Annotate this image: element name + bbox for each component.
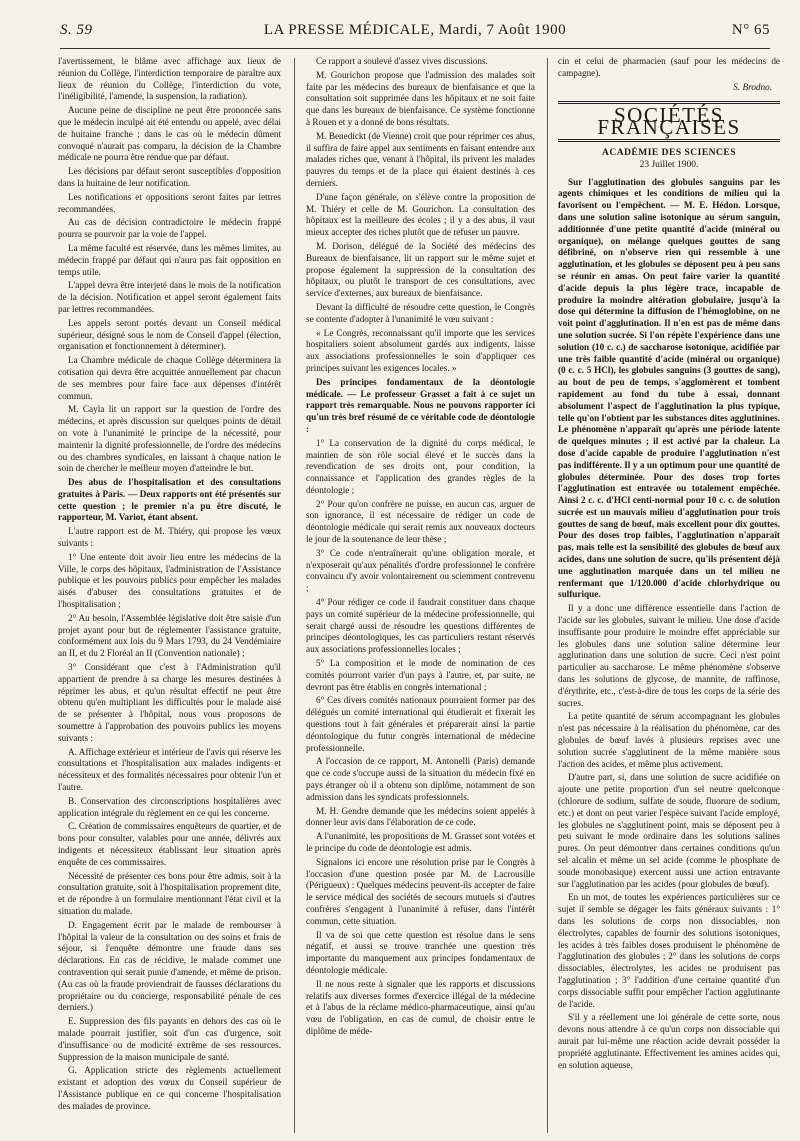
paragraph: G. Application stricte des règlements actuellement existant et adoption des vœux du Conseil supérieur de l'Assistance publique en ce qui concerne l'hospitalisation des malades de province.: [58, 1065, 281, 1111]
paragraph: D'une façon générale, on s'élève contre la proposition de M. Thiéry et celle de M. Gourichon. La consultation des hôpitaux est la meilleure des écoles ; il y a des abus, il vaut mieux accepter des riches plutôt que de refuser un pauvre.: [306, 191, 535, 238]
paragraph: E. Suppression des fils payants en dehors des cas où le malade pourrait justifier, soit d'un cas d'urgence, soit d'insuffisance ou de modicité extrême de ses ressources. Suppression de la maison municipale de santé.: [58, 1016, 281, 1062]
paragraph: l'avertissement, le blâme avec affichage aux lieux de réunion du Collège, l'interdiction temporaire de paraître aux lieux de réunion du Collège, l'interdiction du vote, l'inéligibilité, l'amende, la suspension, la radiation).: [58, 56, 281, 102]
article-paragraph: Sur l'agglutination des globules sanguins par les agents chimiques et les conditions de milieu qui la favorisent ou l'empêchent. — M. E. Hédon. Lorsque, dans une solution saline isotonique au sérum sanguin, additionnée d'une petite quantité d'acide (minéral ou organique), on mélange quelques gouttes de sang défibriné, on n'observe rien qui ressemble à une agglutination, et les globules se déposent peu à peu sans se réunir en amas. On peut faire varier la quantité d'acide depuis la plus légère trace, incapable de produire la moindre altération globulaire, jusqu'à la dose qui détermine la diffusion de l'hémoglobine, on ne voit point d'agglutination. Il n'en est pas de même dans une solution sucrée. Si l'on répète l'expérience dans une solution (10 c. c.) de saccharose isotonique, acidifiée par une très faible quantité d'acide (minéral ou organique) (0 c. c. 5 HCl), les globules sanguins (3 gouttes de sang), au bout de peu de temps, s'agglomèrent et tombent rapidement au fond du tube à essai, donnant absolument l'aspect de l'agglutination la plus typique, telle qu'on l'obtient par les substances dites agglutinines. Le phénomène n'apparaît qu'après une période latente de quelques minutes ; il est activé par la chaleur. La dose d'acide capable de produire l'agglutination n'est pas indifférente. Il y a un optimum pour une quantité de globules déterminée. Pour des doses trop fortes l'agglutination est entravée ou totalement empêchée. Ainsi 2 c. c. d'HCl centi-normal pour 10 c. c. de solution sucrée est un mauvais milieu d'agglutination pour trois gouttes de sang de bœuf, mais excellent pour dix gouttes. Pour des doses trop faibles, l'agglutination n'apparaît pas, mais telle est la sensibilité des globules de bœuf aux acides, dans une solution de sucre, qu'ils présentent déjà une agglutination marquée dans un tel milieu ne renfermant que 1/120.000 d'acide chlorhydrique ou sulfurique.: [558, 176, 780, 600]
paragraph: Les décisions par défaut seront susceptibles d'opposition dans la huitaine de leur notification.: [58, 166, 281, 188]
paragraph: « Le Congrès, reconnaissant qu'il importe que les services hospitaliers soient absolument gardés aux indigents, laisse aux associations professionnelles le soin d'appliquer ces principes suivant les exigences locales. »: [306, 327, 535, 373]
page-number: S. 59: [60, 22, 93, 38]
academy-heading: ACADÉMIE DES SCIENCES: [601, 147, 737, 158]
paragraph: M. Benedickt (de Vienne) croit que pour réprimer ces abus, il suffira de faire appel aux sentiments en faisant entendre aux malades riches que, venant à l'hôpital, ils privent les malades pauvres du temps et de la place qui étaient destinés à ces derniers.: [306, 130, 535, 188]
paragraph: 1° La conservation de la dignité du corps médical, le maintien de son rôle social élevé et le succès dans la revendication de ses droits ont, pour condition, la connaissance et l'application des grandes règles de la déontologie ;: [306, 437, 535, 495]
paragraph: 2° Pour qu'on confrère ne puisse, en aucun cas, arguer de son ignorance, il est nécessaire de rédiger un code de déontologie médicale qui serait remis aux nouveaux docteurs le jour de la soutenance de leur thèse ;: [306, 498, 535, 545]
paragraph: cin et celui de pharmacien (sauf pour les médecins de campagne).: [558, 56, 780, 78]
section-heading: Des abus de l'hospitalisation et des consultations gratuites à Paris. — Deux rapports ont été présentés sur cette question ; le premier n'a pu être discuté, le rapporteur, M. Variot, étant absent.: [58, 477, 281, 523]
paragraph: 2° Au besoin, l'Assemblée législative doit être saisie d'un projet ayant pour but de réglementer l'assistance gratuite, conformément aux lois du 9 Mars 1793, du 24 Vendémiaire an II, et du 2 Floréal an II (Convention nationale) ;: [58, 612, 281, 659]
paragraph: 1° Une entente doit avoir lieu entre les médecins de la Ville, le corps des hôpitaux, l'administration de l'Assistance publique et les pouvoirs publics pour empêcher les malades aisés d'abuser des consultations gratuites et de l'hospitalisation ;: [58, 551, 281, 610]
page-header: [60, 22, 770, 46]
paragraph: La petite quantité de sérum accompagnant les globules n'est pas nécessaire à la réalisation du phénomène, car des globules de bœuf lavés à plusieurs reprises avec une solution sucrée s'agglutinent de la même manière sous l'action des acides, et même plus activement.: [558, 711, 780, 769]
paragraph: Ce rapport a soulevé d'assez vives discussions.: [316, 56, 488, 66]
session-date: 23 Juillet 1900.: [639, 159, 699, 170]
paragraph: L'autre rapport est de M. Thiéry, qui propose les vœux suivants :: [58, 526, 281, 549]
header-rule: [60, 48, 770, 49]
paragraph: D. Engagement écrit par le malade de rembourser à l'hôpital la valeur de la consultation ou des soins et frais de séjour, si l'enquête démontre une fraude dans ses déclarations. En cas de récidive, le malade commet une contravention qui serait punie d'amende, et même de prison. (Au cas où la fraude proviendrait de fausses déclarations du propriétaire ou du concierge, responsabilité pénale de ces derniers.): [58, 919, 281, 1013]
paragraph: B. Conservation des circonscriptions hospitalières avec application intégrale du règlement en ce qui les concerne.: [58, 795, 281, 818]
societies-heading: SOCIÉTÉS FRANÇAISES: [558, 101, 780, 142]
column-1: [58, 56, 281, 1136]
paragraph: Devant la difficulté de résoudre cette question, le Congrès se contente d'adopter à l'unanimité le vœu suivant :: [306, 301, 535, 324]
column-divider-1: [294, 58, 295, 1133]
paragraph: Aucune peine de discipline ne peut être prononcée sans que le médecin inculpé ait été entendu ou appelé, avec délai de huitaine franche ; dans le cas où le médecin dûment convoqué n'aurait pas comparu, la décision de la Chambre médicale ne pourra être rendue que par défaut.: [58, 105, 281, 163]
paragraph: A l'occasion de ce rapport, M. Antonelli (Paris) demande que ce code s'occupe aussi de la situation du médecin fixé en pays étranger où il a obtenu son diplôme, notamment de son admission dans les syndicats professionnels.: [306, 756, 535, 802]
paragraph: S'il y a réellement une loi générale de cette sorte, nous devons nous attendre à ce qu'un corps non dissociable qui aurait par lui-même une réaction acide devrait posséder la propriété agglutinante. Effectivement les amines acides qui, en solution aqueuse,: [558, 1012, 780, 1070]
paragraph: A l'unanimité, les propositions de M. Grasset sont votées et le principe du code de déontologie est admis.: [306, 831, 535, 853]
paragraph: Au cas de décision contradictoire le médecin frappé pourra se pourvoir par la voie de l'appel.: [58, 217, 281, 240]
paragraph: 6° Ces divers comités nationaux pourraient former par des délégués un comité international qui étudierait et fixerait les questions tout à fait générales et préparerait ainsi la partie déontologique du futur congrès international de médecine professionnelle.: [306, 695, 535, 753]
paragraph: 4° Pour rédiger ce code il faudrait constituer dans chaque pays un comité supérieur de la médecine professionnelle, qui serait chargé aussi de résoudre les questions différentes de principes déontologiques, les cas particuliers restant réservés aux associations professionnelles locales ;: [306, 597, 535, 655]
paragraph: 5° La composition et le mode de nomination de ces comités pourront varier d'un pays à l'autre, et, par suite, ne devront pas être établis en congrès international ;: [306, 658, 535, 692]
author-signature: S. Brodno.: [733, 81, 772, 92]
paragraph: M. Cayla lit un rapport sur la question de l'ordre des médecins, et après discussion sur quelques points de détail on vote à l'unanimité le principe de la nécessité, pour maintenir la dignité professionnelle, de l'ordre des médecins ou des chambres syndicales, en laissant à chaque nation le soin de chercher le meilleur moyen d'atteindre le but.: [58, 404, 281, 474]
paragraph: Il va de soi que cette question est résolue dans le sens négatif, et aussi se trouve tranchée une question très importante du manquement aux principes fondamentaux de déontologie médicale.: [306, 929, 535, 975]
paragraph: D'autre part, si, dans une solution de sucre acidifiée on ajoute une petite proportion d'un sel neutre quelconque (chlorure de sodium, sulfate de soude, fluorure de sodium, etc.) et dont on peut varier l'espèce suivant l'acide employé, les globules ne s'agglutinent point, mais se déposent peu à peu suivant le mode ordinaire dans les solutions salines pures. On peut démontrer dans certaines conditions qu'un sel alcalin et même un sel acide (comme le phosphate de soude monobasique) exercent aussi une action entravante sur l'agglutination par les acides (pour globules de bœuf).: [558, 772, 780, 889]
paragraph: 3° Considérant que c'est à l'Administration qu'il appartient de prendre à sa charge les mesures destinées à réprimer les abus, et qu'un résultat effectif ne peut être obtenu qu'en multipliant les difficultés pour le malade aisé de se présenter à l'hôpital, nous vous proposons de soumettre à l'approbation des pouvoirs publics les moyens suivants :: [58, 662, 281, 743]
paragraph: La même faculté est réservée, dans les mêmes limites, au médecin frappé par défaut qui n'aura pas fait opposition en temps utile.: [58, 242, 281, 277]
paragraph: En un mot, de toutes les expériences particulières sur ce sujet il semble se dégager les faits généraux suivants : 1° dans les solutions de corps non dissociables, non électrolytes, capables de fournir des solutions isotoniques, les acides à très faibles doses produisent le phénomène de l'agglutination des globules ; 2° dans les solutions de corps dissociables, électrolytes, les acides ne produisent pas l'agglutination ; 3° l'addition d'une certaine quantité d'un corps dissociable suffit pour empêcher l'action agglutinante de l'acide.: [558, 892, 780, 1009]
paragraph: C. Création de commissaires enquêteurs de quartier, et de bons pour consulter, valables pour une année, délivrés aux indigents et nécessiteux établissant leur situation après enquête de ces commissaires.: [58, 821, 281, 867]
column-2: [306, 56, 535, 1136]
paragraph: Nécessité de présenter ces bons pour être admis, soit à la consultation gratuite, soit à l'hospitalisation proprement dite, et de répondre à un formulaire mentionnant l'état civil et la situation du malade.: [58, 870, 281, 916]
paragraph: Il ne nous reste à signaler que les rapports et discussions relatifs aux diverses formes d'exercice illégal de la médecine et à l'abus de la réclame médico-pharmaceutique, ainsi qu'au vœu de l'obligation, en cas de cumul, de choisir entre le diplôme de méde-: [306, 978, 535, 1036]
paragraph: Signalons ici encore une résolution prise par le Congrès à l'occasion d'une question posée par M. de Lacrousille (Périgueux) : Quelques médecins peuvent-ils accepter de faire le service médical des sociétés de secours mutuels si d'autres confrères s'engagent à l'unanimité à refuser, dans l'intérêt commun, cette situation.: [306, 856, 535, 926]
paragraph: A. Affichage extérieur et intérieur de l'avis qui réserve les consultations et l'hospitalisation aux malades indigents et nécessiteux et des formalités nécessaires pour obtenir l'un et l'autre.: [58, 746, 281, 793]
column-3: [558, 56, 780, 1136]
section-heading: Des principes fondamentaux de la déontologie médicale. — Le professeur Grasset a fait à ce sujet un rapport très remarquable. Nous ne pouvons rapporter ici qu'un très bref résumé de ce véritable code de déontologie :: [306, 376, 535, 434]
paragraph: La Chambre médicale de chaque Collège déterminera la cotisation qui devra être acquittée annuellement par chacun de ses membres pour faire face aux dépenses d'intérêt commun.: [58, 355, 281, 401]
paragraph: 3° Ce code n'entraînerait qu'une obligation morale, et n'exposerait qu'aux pénalités d'ordre professionnel le confrère convaincu d'y avoir volontairement ou sciemment contrevenu ;: [306, 547, 535, 594]
paragraph: Les appels seront portés devant un Conseil médical supérieur, désigné sous le nom de Conseil d'appel (élection, organisation et fonctionnement à déterminer).: [58, 317, 281, 352]
paragraph: Il y a donc une différence essentielle dans l'action de l'acide sur les globules, suivant le milieu. Une dose d'acide insuffisante pour produire le moindre effet appréciable sur les globules dans une solution saline détermine leur agglutination dans une solution de sucre. Ceci n'est point particulier au saccharose. Le même phénomène s'observe dans les solutions de glycose, de mannite, de raffinose, d'érythrite, etc., c'est-à-dire de tous les corps de la série des sucres.: [558, 603, 780, 708]
journal-title: LA PRESSE MÉDICALE, Mardi, 7 Août 1900: [263, 22, 567, 38]
paragraph: M. Gourichon propose que l'admission des malades soit faite par les médecins des bureaux de bienfaisance et que la consultation soit supprimée dans les hôpitaux et ne soit faite que dans les bureaux de bienfaisance. Ce système fonctionne à Rouen et y a donné de bons résultats.: [306, 69, 535, 127]
paragraph: M. H. Gendre demande que les médecins soient appelés à donner leur avis dans l'élaboration de ce code.: [306, 805, 535, 828]
issue-number: N° 65: [731, 22, 770, 38]
paragraph: Les notifications et oppositions seront faites par lettres recommandées.: [58, 191, 281, 214]
column-divider-2: [547, 58, 548, 1133]
paragraph: L'appel devra être interjeté dans le mois de la notification de la décision. Notification et appel seront également faits par lettres recommandées.: [58, 280, 281, 314]
paragraph: M. Dorison, délégué de la Société des médecins des Bureaux de bienfaisance, lit un rapport sur le même sujet et propose également la suppression de la consultation des hôpitaux, ou plutôt le transport de ces consultations, avec service d'externes, aux bureaux de bienfaisance.: [306, 240, 535, 299]
